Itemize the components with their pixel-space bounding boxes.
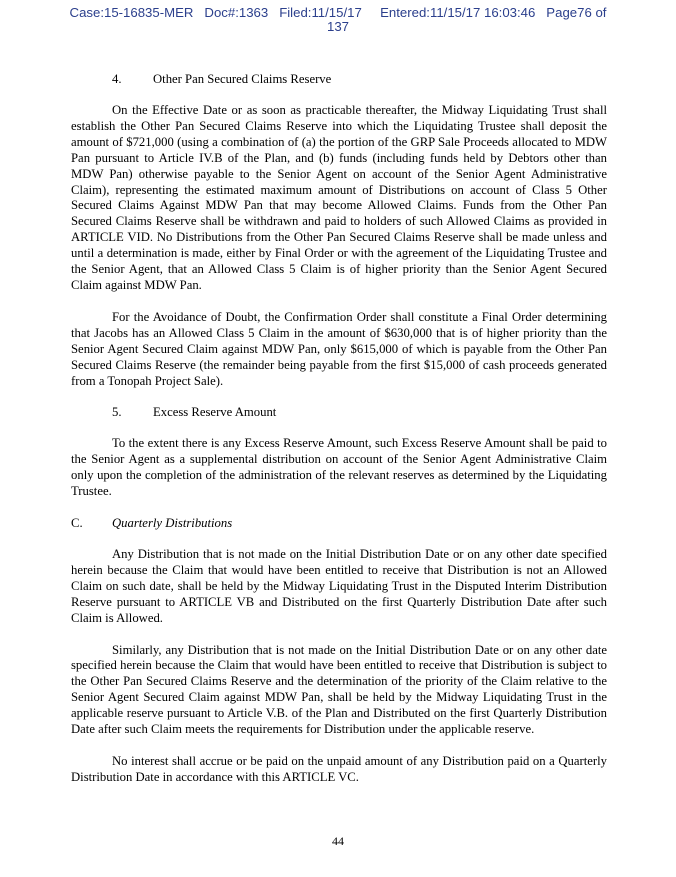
paragraph: On the Effective Date or as soon as practicable thereafter, the Midway Liquidating Trust shall establish the Other Pan Secured Claims Reserve into which the Liquidating Trustee shall deposit the amount of $721,000 (using a combination of (a) the portion of the GRP Sale Proceeds allocated to MDW Pan pursuant to Article IV.B of the Plan, and (b) funds (including funds held by Debtors other than MDW Pan) otherwise payable to the Senior Agent on account of the Senior Agent Administrative Claim), representing the estimated maximum amount of Distributions on account of Class 5 Other Secured Claims Against MDW Pan that may become Allowed Claims. Funds from the Other Pan Secured Claims Reserve shall be withdrawn and paid to holders of such Allowed Claims as provided in ARTICLE VID. No Distributions from the Other Pan Secured Claims Reserve shall be made unless and until a determination is made, either by Final Order or with the agreement of the Liquidating Trustee and the Senior Agent, that an Allowed Class 5 Claim is of higher priority than the Senior Agent Secured Claim against MDW Pan. — [71, 103, 607, 292]
section-number: C. — [71, 516, 83, 531]
section-title: Excess Reserve Amount — [153, 405, 277, 420]
section-number: 5. — [112, 405, 122, 420]
page-number: 44 — [332, 834, 344, 848]
section-heading-5 — [71, 405, 607, 421]
section-heading-4 — [71, 72, 607, 88]
section-number: 4. — [112, 72, 122, 86]
case-header-page-total: 137 — [326, 19, 349, 34]
court-filing-header — [0, 6, 676, 34]
paragraph: To the extent there is any Excess Reserve Amount, such Excess Reserve Amount shall be paid to the Senior Agent as a supplemental distribution on account of the Senior Agent Administrative Claim only upon the completion of the administration of the relevant reserves as determined by the Liquidating Trustee. — [71, 436, 607, 499]
section-title: Other Pan Secured Claims Reserve — [153, 72, 332, 86]
document-body — [71, 72, 607, 802]
paragraph: Similarly, any Distribution that is not made on the Initial Distribution Date or on any other date specified herein because the Claim that would have been entitled to receive that Distribution is subject to the Other Pan Secured Claims Reserve and the determination of the priority of the Claim relative to the Senior Agent Secured Claim against MDW Pan, shall be held by the Midway Liquidating Trust in the applicable reserve pursuant to Article V.B. of the Plan and Distributed on the first Quarterly Distribution Date after such Claim meets the requirements for Distribution under the applicable reserve. — [71, 642, 607, 737]
paragraph: No interest shall accrue or be paid on the unpaid amount of any Distribution paid on a Quarterly Distribution Date in accordance with this ARTICLE VC. — [71, 754, 607, 784]
section-heading-c — [71, 516, 607, 532]
case-header-line: Case:15-16835-MER Doc#:1363 Filed:11/15/17 Entered:11/15/17 16:03:46 Page76 of — [69, 5, 607, 20]
section-title: Quarterly Distributions — [112, 516, 233, 531]
paragraph: For the Avoidance of Doubt, the Confirmation Order shall constitute a Final Order determining that Jacobs has an Allowed Class 5 Claim in the amount of $630,000 that is of higher priority than the Senior Agent Secured Claim against MDW Pan, only $615,000 of which is payable from the Other Pan Secured Claims Reserve (the remainder being payable from the first $15,000 of cash proceeds generated from a Tonopah Project Sale). — [71, 309, 607, 388]
paragraph: Any Distribution that is not made on the Initial Distribution Date or on any other date specified herein because the Claim that would have been entitled to receive that Distribution is not an Allowed Claim on such date, shall be held by the Midway Liquidating Trust in the Disputed Interim Distribution Reserve pursuant to ARTICLE VB and Distributed on the first Quarterly Distribution Date after such Claim is Allowed. — [71, 547, 607, 625]
